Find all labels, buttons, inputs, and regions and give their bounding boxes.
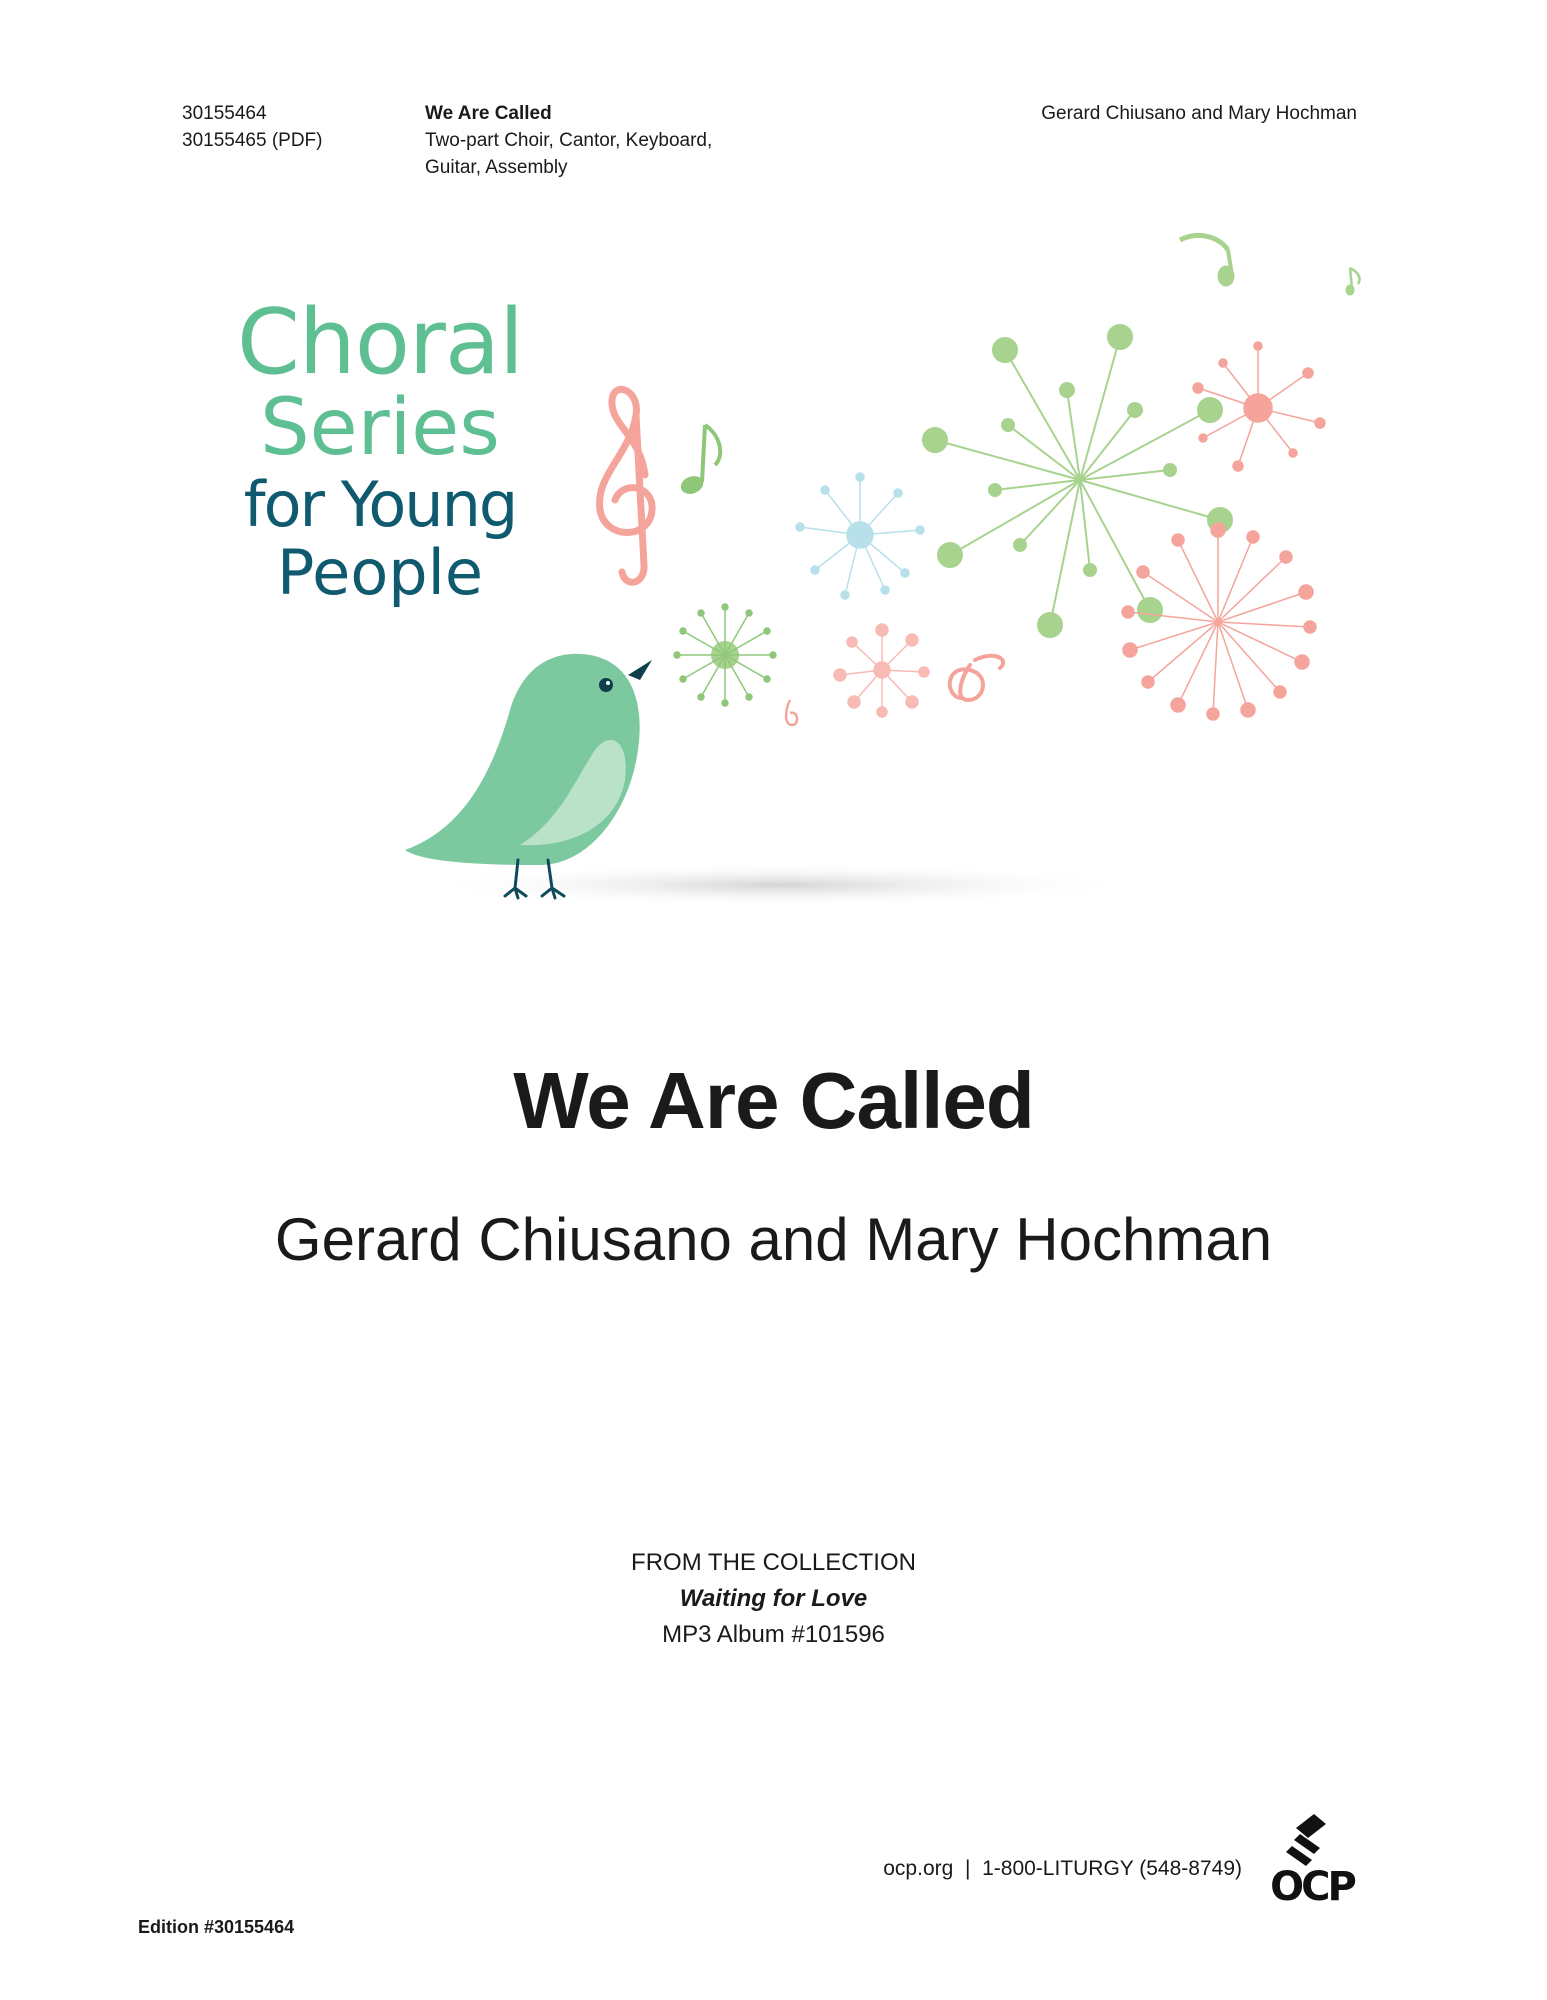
header-title: We Are Called <box>425 103 552 124</box>
series-line-for-young: for Young <box>243 468 517 541</box>
series-line-choral: Choral <box>236 290 524 395</box>
blue-starburst <box>796 473 924 599</box>
collection-info <box>0 1545 1547 1653</box>
song-composers: Gerard Chiusano and Mary Hochman <box>274 1206 1273 1273</box>
ocp-logo-mark <box>1286 1814 1326 1866</box>
product-code: 30155464 <box>182 103 267 124</box>
header-title-block <box>425 100 805 181</box>
edition-number: Edition #30155464 <box>138 1917 295 1937</box>
collection-label: FROM THE COLLECTION <box>631 1549 916 1576</box>
header-composers: Gerard Chiusano and Mary Hochman <box>1041 103 1357 124</box>
music-note-icon-far <box>1346 268 1360 295</box>
series-line-series: Series <box>260 383 500 473</box>
ocp-logo-text: OCP <box>1270 1864 1354 1904</box>
ground-shadow <box>420 863 1140 907</box>
treble-clef-icon <box>600 389 653 582</box>
series-line-people: People <box>277 536 483 609</box>
pink-starburst-mini <box>834 624 929 717</box>
album-title: Waiting for Love <box>679 1585 868 1612</box>
album-number: MP3 Album #101596 <box>662 1621 885 1648</box>
ocp-logo <box>1262 1812 1362 1904</box>
publisher-contact: ocp.org | 1-800-LITURGY (548-8749) <box>883 1857 1242 1880</box>
tiny-clef-icon <box>786 700 797 725</box>
small-clef-icon <box>950 656 1003 700</box>
bird-icon <box>405 654 652 898</box>
song-title: We Are Called <box>513 1056 1034 1145</box>
music-note-icon <box>679 425 720 496</box>
product-codes <box>182 100 322 154</box>
bird-illustration <box>400 220 1380 920</box>
music-note-icon-top <box>1180 235 1234 286</box>
green-dot-burst <box>674 604 776 706</box>
pdf-product-code: 30155465 (PDF) <box>182 130 323 151</box>
voicing-line: Guitar, Assembly <box>425 157 568 178</box>
sage-starburst-large <box>923 325 1232 637</box>
voicing-line: Two-part Choir, Cantor, Keyboard, <box>425 130 713 151</box>
